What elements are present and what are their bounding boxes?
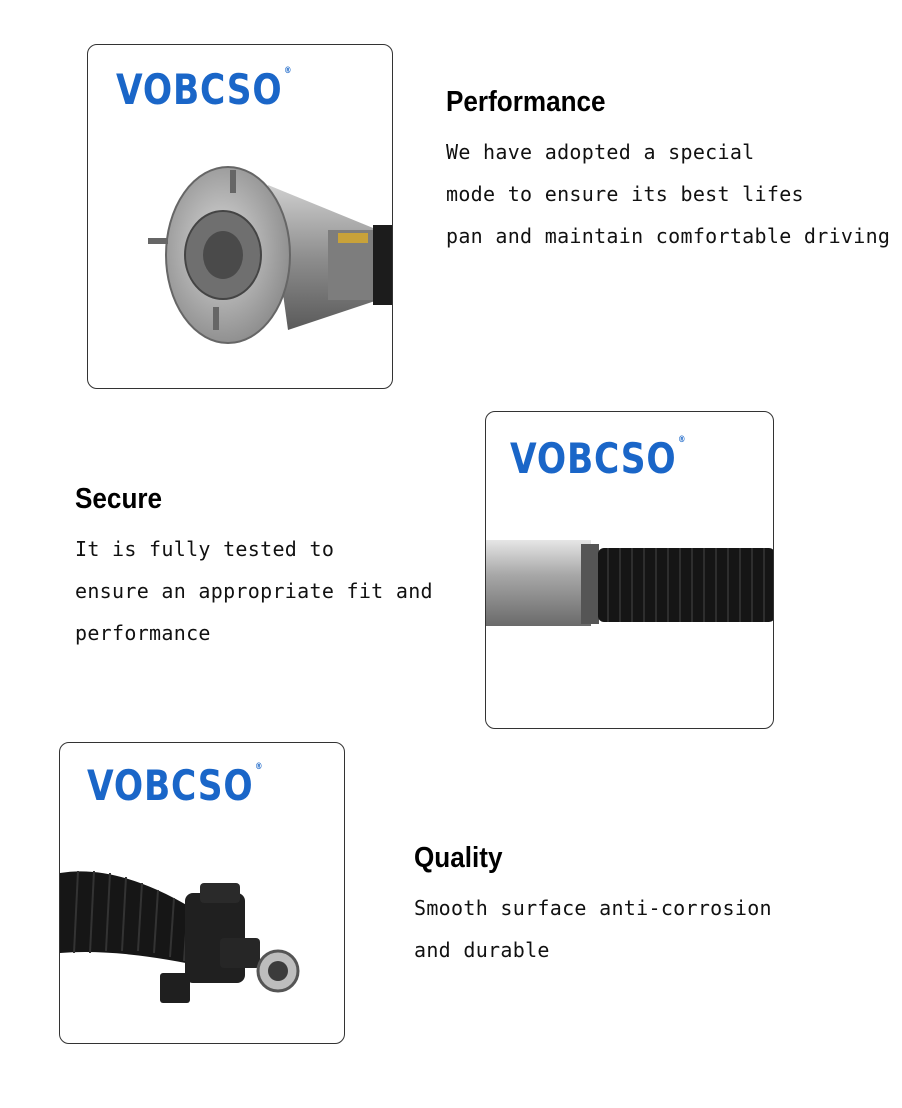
product-image-card-bellows bbox=[485, 411, 774, 729]
damper-valve-connector-image bbox=[60, 743, 345, 1044]
text-line: pan and maintain comfortable driving bbox=[446, 224, 891, 248]
brand-logo: VOBCSO ® bbox=[510, 434, 687, 483]
product-image-card-valve bbox=[59, 742, 345, 1044]
text-line: mode to ensure its best lifes bbox=[446, 182, 804, 206]
air-bellows-rubber-image bbox=[486, 412, 774, 729]
section-text-performance bbox=[446, 131, 890, 257]
text-line: and durable bbox=[414, 938, 550, 962]
section-heading-quality: Quality bbox=[414, 842, 503, 874]
brand-logo: VOBCSO ® bbox=[116, 65, 293, 114]
brand-logo: VOBCSO ® bbox=[87, 761, 264, 810]
section-heading-performance: Performance bbox=[446, 86, 606, 118]
text-line: It is fully tested to bbox=[75, 537, 335, 561]
section-text-quality bbox=[414, 887, 772, 971]
air-strut-top-mount-image bbox=[88, 45, 393, 389]
section-heading-secure: Secure bbox=[75, 483, 163, 515]
text-line: Smooth surface anti-corrosion bbox=[414, 896, 772, 920]
section-text-secure bbox=[75, 528, 433, 654]
text-line: performance bbox=[75, 621, 211, 645]
text-line: ensure an appropriate fit and bbox=[75, 579, 433, 603]
text-line: We have adopted a special bbox=[446, 140, 755, 164]
product-image-card-top-mount bbox=[87, 44, 393, 389]
